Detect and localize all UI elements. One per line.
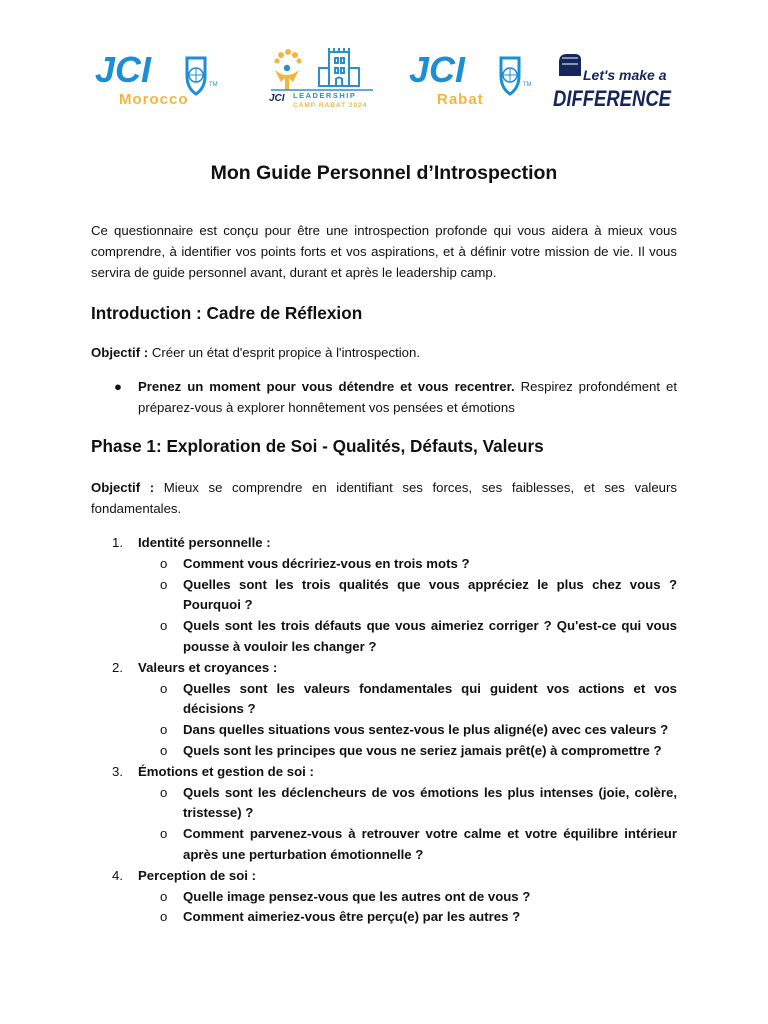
sub-list	[138, 887, 677, 929]
section-heading: Introduction : Cadre de Réflexion	[91, 303, 363, 323]
sub-list	[138, 679, 677, 762]
intro-block	[91, 221, 677, 283]
jci-morocco-tm: TM	[209, 82, 218, 88]
bullet-text: Respirez profondément et préparez-vous à explorer honnêtement vos pensées et émotions	[138, 379, 677, 415]
jci-rabat-brand: JCI	[409, 49, 466, 90]
sub-list	[138, 783, 677, 866]
objective-label: Objectif :	[91, 345, 149, 360]
list-item-emotions	[91, 762, 677, 866]
question-item	[91, 554, 677, 575]
camp-line2: CAMP RABAT 2024	[293, 102, 368, 109]
list-number: 1.	[112, 535, 123, 550]
circle-bullet-icon: o	[160, 742, 168, 758]
camp-jci-brand: JCI	[269, 93, 285, 104]
question-item	[91, 741, 677, 762]
jci-morocco-subtitle: Morocco	[119, 91, 189, 108]
question-text: Quels sont les trois défauts que vous aimeriez corriger ? Qu'est-ce qui vous pousse à vouloir les changer ?	[183, 618, 677, 654]
list-item-identite	[91, 533, 677, 658]
list-item-title: Identité personnelle :	[138, 535, 271, 550]
circle-bullet-icon: o	[160, 722, 168, 738]
bullet-item	[91, 377, 677, 419]
circle-bullet-icon: o	[160, 618, 168, 634]
question-item	[91, 575, 677, 617]
objective-text: Mieux se comprendre en identifiant ses forces, ses faiblesses, et ses valeurs fondamentales.	[91, 480, 677, 516]
section1-objective	[91, 343, 677, 364]
question-text: Comment vous décririez-vous en trois mots ?	[183, 555, 470, 571]
tower-icon	[319, 48, 359, 86]
shield-icon	[501, 58, 519, 94]
question-text: Comment aimeriez-vous être perçu(e) par les autres ?	[183, 909, 521, 925]
page-title: Mon Guide Personnel d’Introspection	[210, 162, 558, 184]
question-item	[91, 824, 677, 866]
bullet-bold-text: Prenez un moment pour vous détendre et vous recentrer.	[138, 379, 515, 394]
circle-bullet-icon: o	[160, 680, 168, 696]
question-item	[91, 720, 677, 741]
question-text: Quelles sont les valeurs fondamentales qui guident vos actions et vos décisions ?	[183, 680, 677, 717]
circle-bullet-icon: o	[160, 909, 168, 925]
question-item	[91, 616, 677, 658]
tree-person-icon	[275, 49, 302, 90]
list-number: 2.	[112, 659, 123, 675]
question-text: Quelle image pensez-vous que les autres ont de vous ?	[183, 888, 531, 904]
sub-list	[138, 554, 677, 658]
bullet-dot-icon: ●	[114, 379, 122, 394]
jci-rabat-tm: TM	[523, 82, 532, 88]
question-text: Quelles sont les trois qualités que vous appréciez le plus chez vous ? Pourquoi ?	[183, 576, 677, 613]
difference-line2: DIFFERENCE	[553, 86, 673, 111]
section-heading: Phase 1: Exploration de Soi - Qualités, Défauts, Valeurs	[91, 436, 544, 456]
question-item	[91, 887, 677, 908]
shield-icon	[187, 58, 205, 94]
list-item-valeurs	[91, 658, 677, 762]
list-number: 4.	[112, 867, 123, 883]
question-item	[91, 679, 677, 721]
intro-paragraph: Ce questionnaire est conçu pour être une introspection profonde qui vous aidera à mieux vous comprendre, à identifier vos points forts et vos aspirations, et à définir votre mission de vie. Il vous servira de guide personnel avant, durant et après le leadership camp.	[91, 223, 677, 280]
leadership-camp-logo	[263, 46, 381, 114]
lets-make-a-difference-logo	[551, 46, 673, 114]
question-text: Dans quelles situations vous sentez-vous le plus aligné(e) avec ces valeurs ?	[183, 722, 669, 738]
circle-bullet-icon: o	[160, 826, 168, 842]
circle-bullet-icon: o	[160, 555, 168, 571]
list-item-perception	[91, 866, 677, 928]
logo-row	[0, 46, 768, 118]
section2-objective	[91, 478, 677, 520]
jci-rabat-subtitle: Rabat	[437, 91, 484, 108]
camp-line1: LEADERSHIP	[293, 91, 357, 100]
list-item-title: Perception de soi :	[138, 867, 256, 883]
section1-objective-block	[91, 343, 677, 364]
question-item	[91, 907, 677, 928]
question-list	[91, 533, 677, 928]
objective-label: Objectif :	[91, 480, 155, 495]
section-phase1	[91, 436, 677, 457]
section2-objective-block	[91, 478, 677, 520]
objective-text: Créer un état d'esprit propice à l'introspection.	[148, 345, 421, 360]
jci-morocco-logo	[91, 46, 237, 114]
list-item-title: Valeurs et croyances :	[138, 659, 278, 675]
jci-morocco-brand: JCI	[95, 49, 152, 90]
circle-bullet-icon: o	[160, 576, 168, 592]
circle-bullet-icon: o	[160, 888, 168, 904]
question-text: Quels sont les déclencheurs de vos émotions les plus intenses (joie, colère, tristesse) ?	[183, 784, 677, 821]
questions-block	[91, 533, 677, 928]
section-introduction	[91, 303, 677, 324]
question-text: Comment parvenez-vous à retrouver votre calme et votre équilibre intérieur après une perturbation émotionnelle ?	[183, 826, 677, 862]
question-text: Quels sont les principes que vous ne seriez jamais prêt(e) à compromettre ?	[183, 742, 662, 758]
section1-bullet-block	[91, 377, 677, 419]
question-item	[91, 783, 677, 825]
raised-fist-icon	[559, 54, 581, 76]
jci-rabat-logo	[405, 46, 535, 114]
list-item-title: Émotions et gestion de soi :	[138, 763, 314, 779]
difference-line1: Let's make a	[583, 67, 667, 83]
list-number: 3.	[112, 763, 123, 779]
circle-bullet-icon: o	[160, 784, 168, 800]
